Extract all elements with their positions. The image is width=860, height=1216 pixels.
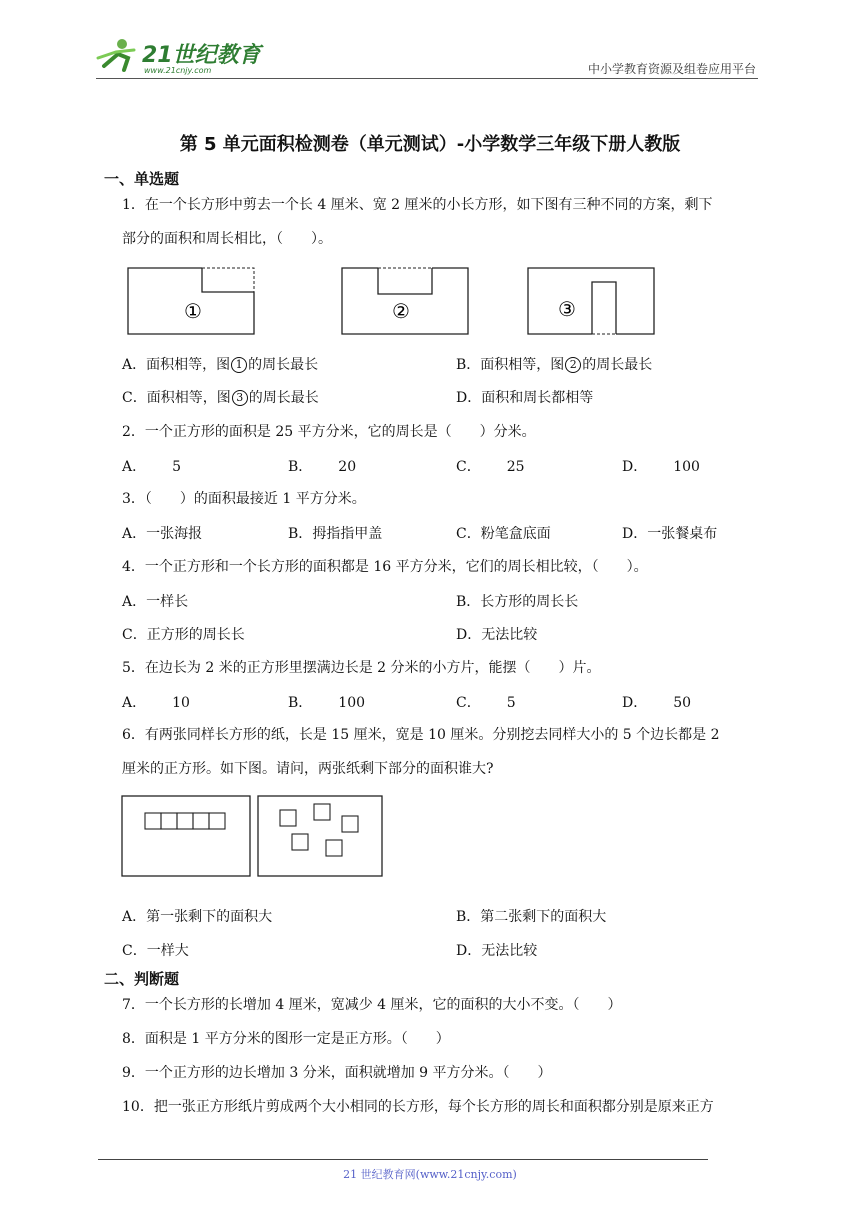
- question-5-option-b[interactable]: B． 100: [288, 695, 366, 711]
- question-10-text: 10．把一张正方形纸片剪成两个大小相同的长方形，每个长方形的周长和面积都分别是原来正方: [122, 1099, 714, 1115]
- svg-text:21世纪教育: 21世纪教育: [142, 43, 261, 68]
- figure-2-rectangle: [342, 268, 468, 334]
- circled-number-3: 3: [232, 390, 248, 406]
- question-1-option-b[interactable]: B．面积相等，图 2 的周长最长: [456, 357, 653, 373]
- question-3-option-d[interactable]: D．一张餐桌布: [622, 526, 718, 542]
- question-7-text: 7．一个长方形的长增加 4 厘米，宽减少 4 厘米，它的面积的大小不变。（ ）: [122, 997, 622, 1013]
- question-8-text: 8．面积是 1 平方分米的图形一定是正方形。（ ）: [122, 1031, 450, 1047]
- question-3-option-a[interactable]: A．一张海报: [122, 526, 203, 542]
- question-1-line2: 部分的面积和周长相比，（ ）。: [122, 231, 332, 247]
- question-5-option-c[interactable]: C． 5: [456, 695, 516, 711]
- question-2-option-c[interactable]: C． 25: [456, 459, 525, 475]
- header-divider: [96, 78, 758, 79]
- question-4-text: 4．一个正方形和一个长方形的面积都是 16 平方分米，它们的周长相比较，（ ）。: [122, 559, 648, 575]
- site-logo: [94, 36, 264, 76]
- question-4-option-b[interactable]: B．长方形的周长长: [456, 594, 579, 610]
- paper-2: [258, 796, 382, 876]
- figure-1-rectangle: [128, 268, 254, 334]
- question-6-option-b[interactable]: B．第二张剩下的面积大: [456, 909, 607, 925]
- question-5-option-d[interactable]: D． 50: [622, 695, 692, 711]
- question-3-text: 3．（ ）的面积最接近 1 平方分米。: [122, 491, 366, 507]
- question-6-option-d[interactable]: D．无法比较: [456, 943, 538, 959]
- figure-3-label: ③: [558, 297, 576, 321]
- question-6-option-a[interactable]: A．第一张剩下的面积大: [122, 909, 273, 925]
- question-6-line2: 厘米的正方形。如下图。请问，两张纸剩下部分的面积谁大?: [122, 761, 494, 777]
- question-5-option-a[interactable]: A． 10: [122, 695, 190, 711]
- figure-1-label: ①: [184, 299, 202, 323]
- question-6-figure: [120, 794, 386, 880]
- footer-link[interactable]: 21 世纪教育网(www.21cnjy.com): [343, 1168, 517, 1181]
- question-1-option-a[interactable]: A．面积相等，图 1 的周长最长: [122, 357, 319, 373]
- page-title: 第 5 单元面积检测卷（单元测试）-小学数学三年级下册人教版: [179, 134, 681, 155]
- section-heading-single-choice: 一、单选题: [104, 170, 180, 188]
- question-6-line1: 6．有两张同样长方形的纸，长是 15 厘米，宽是 10 厘米。分别挖去同样大小的 5 个边长都是 2: [122, 727, 720, 743]
- paper-1: [122, 796, 250, 876]
- question-3-option-b[interactable]: B．拇指指甲盖: [288, 526, 383, 542]
- question-9-text: 9．一个正方形的边长增加 3 分米，面积就增加 9 平方分米。（ ）: [122, 1065, 552, 1081]
- figure-2-label: ②: [392, 299, 410, 323]
- question-1-option-c[interactable]: C．面积相等，图 3 的周长最长: [122, 390, 319, 406]
- svg-text:www.21cnjy.com: www.21cnjy.com: [144, 66, 212, 75]
- question-1-figure: [126, 266, 666, 338]
- question-2-option-a[interactable]: A． 5: [122, 459, 182, 475]
- footer-divider: [98, 1159, 708, 1160]
- question-4-option-c[interactable]: C．正方形的周长长: [122, 627, 245, 643]
- question-6-option-c[interactable]: C．一样大: [122, 943, 189, 959]
- question-1-option-d[interactable]: D．面积和周长都相等: [456, 390, 594, 406]
- question-4-option-a[interactable]: A．一样长: [122, 594, 189, 610]
- circled-number-2: 2: [565, 357, 581, 373]
- figure-3-rectangle: [528, 268, 654, 334]
- runner-logo-icon: [94, 36, 264, 76]
- question-2-option-b[interactable]: B． 20: [288, 459, 357, 475]
- circled-number-1: 1: [231, 357, 247, 373]
- question-4-option-d[interactable]: D．无法比较: [456, 627, 538, 643]
- question-2-text: 2．一个正方形的面积是 25 平方分米，它的周长是（ ）分米。: [122, 424, 536, 440]
- question-3-option-c[interactable]: C．粉笔盒底面: [456, 526, 551, 542]
- question-2-option-d[interactable]: D． 100: [622, 459, 700, 475]
- question-1-line1: 1．在一个长方形中剪去一个长 4 厘米、宽 2 厘米的小长方形，如下图有三种不同的方案，剩下: [122, 197, 713, 213]
- question-5-text: 5．在边长为 2 米的正方形里摆满边长是 2 分米的小方片，能摆（ ）片。: [122, 660, 601, 676]
- header-platform-text: 中小学教育资源及组卷应用平台: [587, 62, 756, 76]
- section-heading-true-false: 二、判断题: [104, 970, 180, 988]
